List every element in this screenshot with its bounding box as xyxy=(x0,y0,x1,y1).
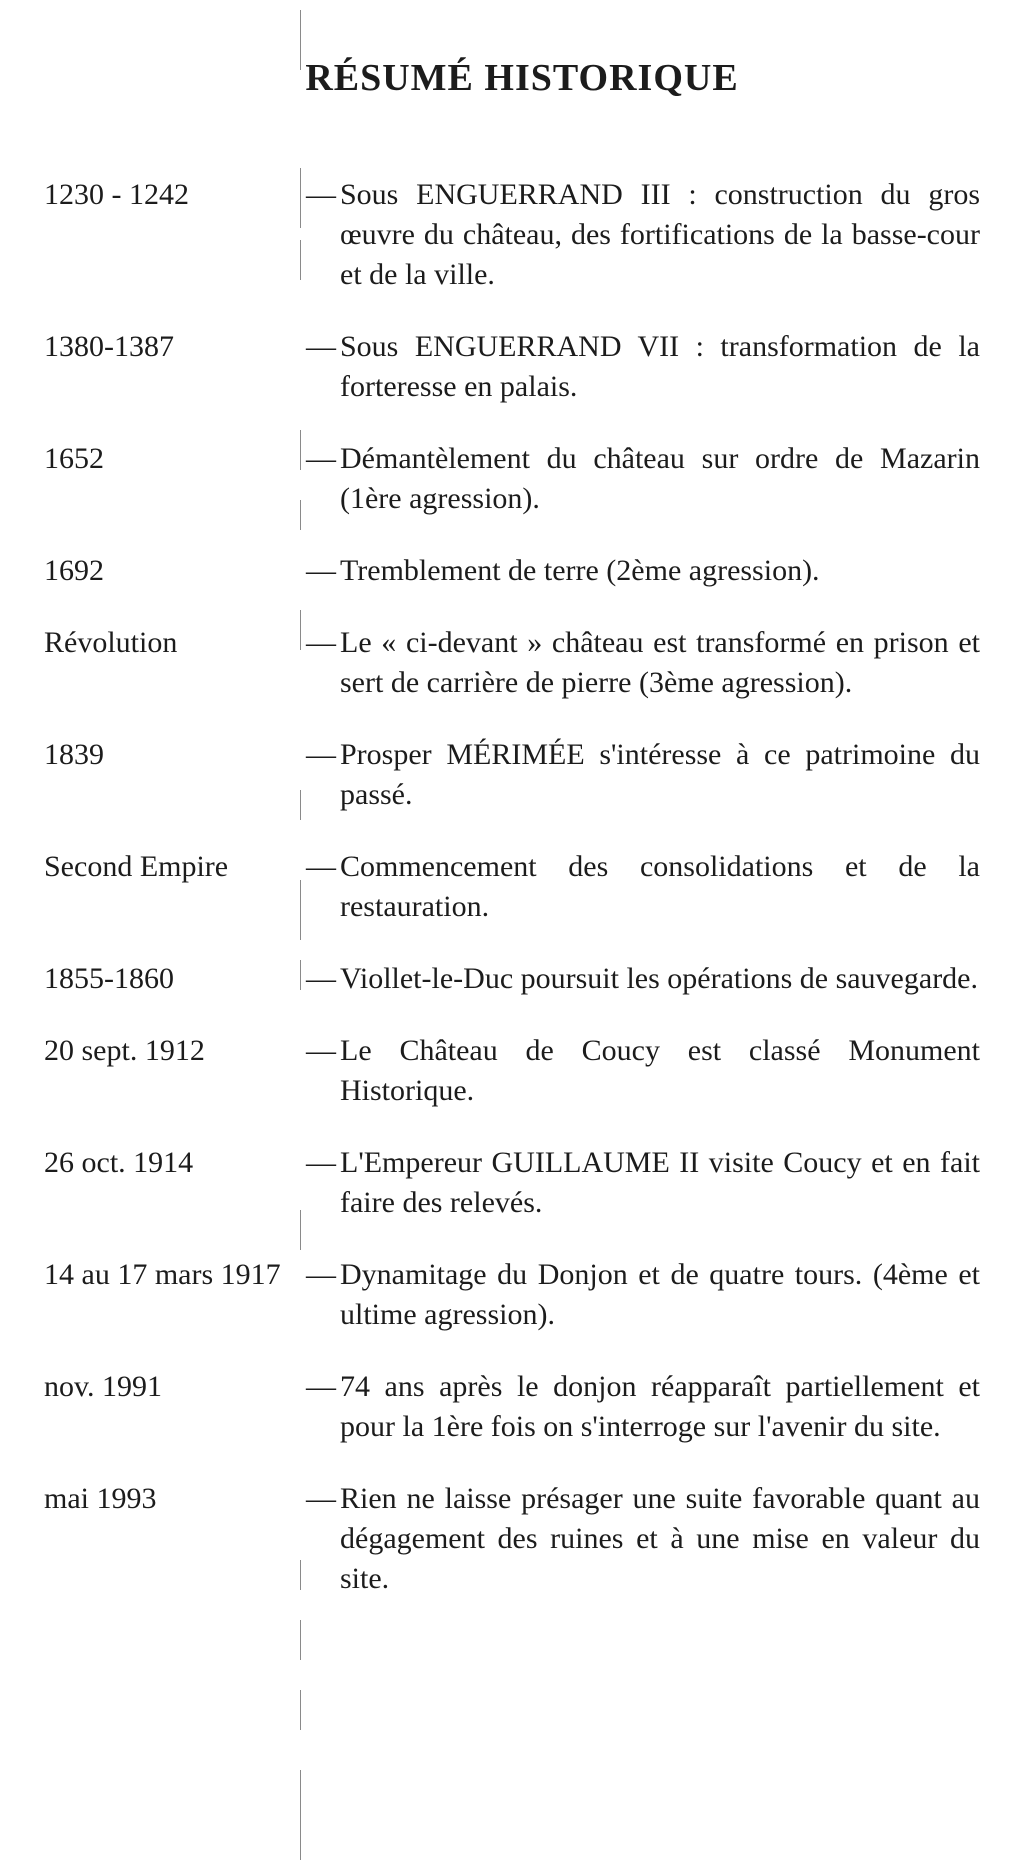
entry-dash: — xyxy=(306,1146,336,1179)
timeline-rule-13 xyxy=(300,1690,301,1730)
entry-dash: — xyxy=(306,1034,336,1067)
entry-text: Tremblement de terre (2ème agression). xyxy=(340,554,820,587)
timeline-entry xyxy=(0,175,1014,295)
entry-dash: — xyxy=(306,738,336,771)
entry-date: 1652 xyxy=(44,442,104,475)
entry-date: 26 oct. 1914 xyxy=(44,1146,194,1179)
entry-dash: — xyxy=(306,1370,336,1403)
timeline-entry xyxy=(0,1143,1014,1223)
entry-text: Dynamitage du Donjon et de quatre tours. (4ème et ultime agression). xyxy=(340,1258,980,1331)
timeline-entry xyxy=(0,1031,1014,1111)
entry-date: nov. 1991 xyxy=(44,1370,163,1403)
timeline-rule-1 xyxy=(300,10,301,70)
entry-dash: — xyxy=(306,330,336,363)
entry-text: Viollet-le-Duc poursuit les opérations de sauvegarde. xyxy=(340,962,978,995)
entry-text: Sous ENGUERRAND VII : transformation de la forteresse en palais. xyxy=(340,330,980,403)
entry-date: 14 au 17 mars 1917 xyxy=(44,1258,281,1291)
page-title: RÉSUMÉ HISTORIQUE xyxy=(305,57,739,99)
entry-dash: — xyxy=(306,850,336,883)
timeline-entry xyxy=(0,439,1014,519)
entry-dash: — xyxy=(306,626,336,659)
entry-text: Le « ci-devant » château est transformé en prison et sert de carrière de pierre (3ème agression). xyxy=(340,626,980,699)
entry-text: Commencement des consolidations et de la restauration. xyxy=(340,850,980,923)
timeline-entry xyxy=(0,959,1014,999)
entry-date: Révolution xyxy=(44,626,178,659)
timeline-entry xyxy=(0,735,1014,815)
entry-text: Prosper MÉRIMÉE s'intéresse à ce patrimoine du passé. xyxy=(340,738,980,811)
timeline-entry xyxy=(0,847,1014,927)
entry-date: 20 sept. 1912 xyxy=(44,1034,205,1067)
entry-dash: — xyxy=(306,442,336,475)
entry-dash: — xyxy=(306,1258,336,1291)
timeline-entry xyxy=(0,1479,1014,1599)
entry-date: Second Empire xyxy=(44,850,229,883)
entry-date: 1380-1387 xyxy=(44,330,174,363)
entry-text: Sous ENGUERRAND III : construction du gros œuvre du château, des fortifications de la basse-cour et de la ville. xyxy=(340,178,980,291)
timeline-entry xyxy=(0,327,1014,407)
entry-date: 1692 xyxy=(44,554,104,587)
entry-date: mai 1993 xyxy=(44,1482,157,1515)
entry-text: Rien ne laisse présager une suite favorable quant au dégagement des ruines et à une mise en valeur du site. xyxy=(340,1482,980,1595)
entry-dash: — xyxy=(306,1482,336,1515)
timeline-rule-14 xyxy=(300,1770,301,1860)
entry-date: 1230 - 1242 xyxy=(44,178,189,211)
entry-date: 1855-1860 xyxy=(44,962,174,995)
timeline-entry xyxy=(0,623,1014,703)
timeline xyxy=(0,175,1014,1631)
entry-dash: — xyxy=(306,178,336,211)
timeline-entry xyxy=(0,551,1014,591)
entry-date: 1839 xyxy=(44,738,104,771)
timeline-entry xyxy=(0,1255,1014,1335)
entry-text: Démantèlement du château sur ordre de Mazarin (1ère agression). xyxy=(340,442,980,515)
entry-text: 74 ans après le donjon réapparaît partiellement et pour la 1ère fois on s'interroge sur l'avenir du site. xyxy=(340,1370,980,1443)
entry-dash: — xyxy=(306,554,336,587)
timeline-entry xyxy=(0,1367,1014,1447)
entry-dash: — xyxy=(306,962,336,995)
entry-text: L'Empereur GUILLAUME II visite Coucy et en fait faire des relevés. xyxy=(340,1146,980,1219)
entry-text: Le Château de Coucy est classé Monument Historique. xyxy=(340,1034,980,1107)
